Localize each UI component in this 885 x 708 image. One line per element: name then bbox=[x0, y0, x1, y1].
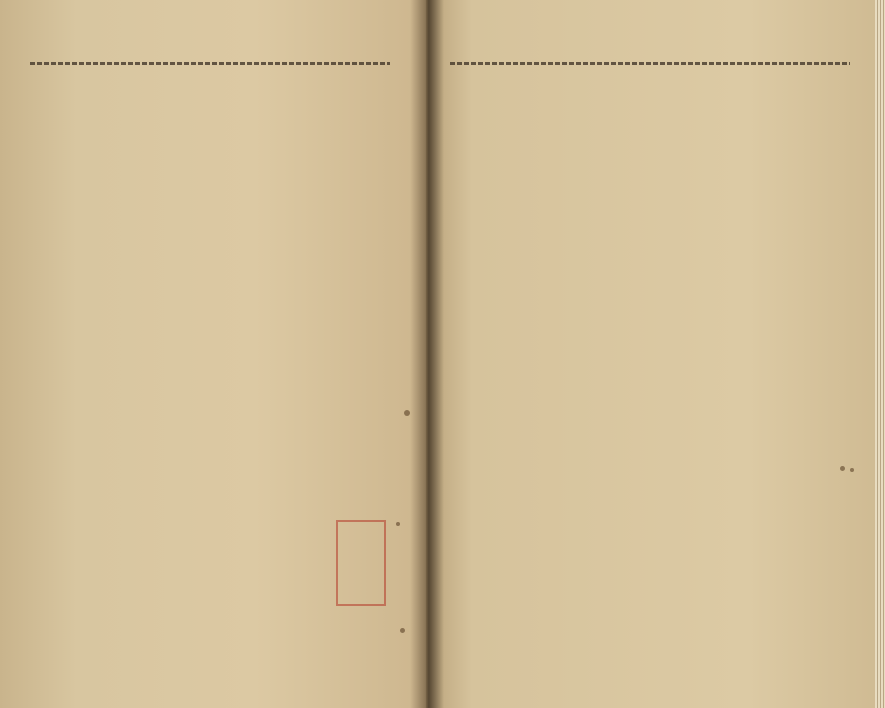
foxing-spot bbox=[396, 522, 400, 526]
book-gutter bbox=[410, 0, 444, 708]
right-page bbox=[426, 0, 885, 708]
owner-seal-stamp bbox=[336, 520, 386, 606]
page-edges bbox=[875, 0, 885, 708]
header-rule bbox=[30, 62, 390, 65]
foxing-spot bbox=[850, 468, 854, 472]
foxing-spot bbox=[840, 466, 845, 471]
left-page bbox=[0, 0, 426, 708]
header-rule bbox=[450, 62, 850, 65]
foxing-spot bbox=[400, 628, 405, 633]
